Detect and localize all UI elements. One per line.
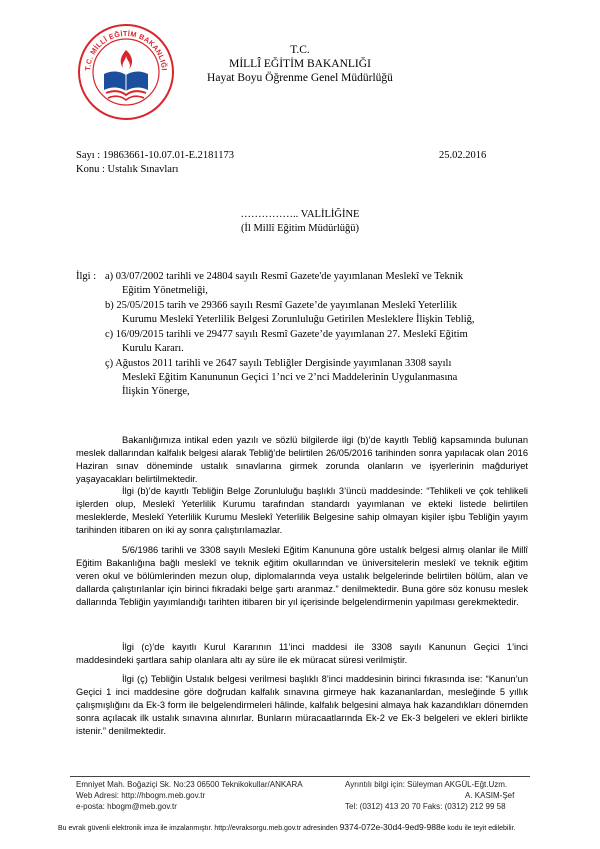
footer-phone: Tel: (0312) 413 20 70 Faks: (0312) 212 99 58 — [345, 802, 506, 811]
verification-note — [58, 822, 558, 832]
footer-divider — [70, 776, 530, 777]
document-number: Sayı : 19863661-10.07.01-E.2181173 — [76, 150, 234, 161]
body-paragraph-2: İlgi (b)’de kayıtlı Tebliğin Belge Zorunluluğu başlıklı 3’üncü maddesinde: “Tehlikeli ve çok tehlikeli işlerden olup, Meslekî Yeterlilik Kurumu tarafından standardı yayımlanan ve ekteki listede belirtilen mesleklerde, Meslekî Yeterlilik Kurumu Meslekî Yeterlilik Belgesine sahip olmayan kişiler işbu Tebliğin yayım tarihinden itibaren on iki ay sonra çalıştırılamazlar. — [76, 486, 528, 535]
reference-b-line2: Kurumu Meslekî Yeterlilik Belgesi Zorunluluğu Getirilen Mesleklere İlişkin Tebliğ, — [122, 314, 475, 325]
reference-a-line2: Eğitim Yönetmeliği, — [122, 285, 208, 296]
reference-cc-line1: ç) Ağustos 2011 tarihli ve 2647 sayılı Tebliğler Dergisinde yayımlanan 3308 sayılı — [105, 358, 452, 369]
reference-a-line1: a) 03/07/2002 tarihli ve 24804 sayılı Resmî Gazete'de yayımlanan Meslekî ve Teknik — [105, 271, 464, 282]
footer-address: Emniyet Mah. Boğaziçi Sk. No:23 06500 Teknikokullar/ANKARA — [76, 780, 303, 789]
verification-prefix: Bu evrak güvenli elektronik imza ile imzalanmıştır. http://evraksorgu.meb.gov.tr adresinden — [58, 825, 338, 832]
verification-code: 9374-072e-30d4-9ed9-988e — [339, 822, 446, 832]
addressee-line1: …………….. VALİLİĞİNE — [240, 209, 360, 220]
header-ministry: MİLLÎ EĞİTİM BAKANLIĞI — [229, 58, 371, 70]
header-country: T.C. — [290, 44, 310, 56]
logo-text: T.C. MİLLÎ EĞİTİM BAKANLIĞI — [82, 28, 169, 72]
references-prefix: İlgi : — [76, 271, 97, 282]
footer-web: Web Adresi: http://hbogm.meb.gov.tr — [76, 791, 206, 800]
footer-contact-chief: A. KASIM-Şef — [465, 791, 515, 800]
body-paragraph-4: İlgi (c)’de kayıtlı Kurul Kararının 11’inci maddesi ile 3308 sayılı Kanunun Geçici 1’inci maddesindeki şartlara sahip olanlara altı ay süre ile ek müracat süresi verilmiştir. — [76, 642, 528, 665]
reference-cc-line2: Meslekî Eğitim Kanununun Geçici 1’nci ve 2’nci Maddelerinin Uygulanmasına — [122, 372, 458, 383]
footer-contact-info: Ayrıntılı bilgi için: Süleyman AKGÜL-Eğt.Uzm. — [345, 780, 508, 789]
body-paragraph-1: Bakanlığımıza intikal eden yazılı ve sözlü bilgilerde ilgi (b)’de kayıtlı Tebliğ kapsamında bulunan meslek dallarından kalfalık belgesi alarak Tebliğ’de belirtilen 26/05/2016 tarihinden sonra yapılacak olan 2016 Haziran sınav döneminde ustalık sınavlarına girmek zorunda olanların ve işyerlerinin mağduriyet yaşayacakları belirtilmektedir. — [76, 435, 528, 484]
body-paragraph-3: 5/6/1986 tarihli ve 3308 sayılı Mesleki Eğitim Kanununa göre ustalık belgesi almış olanlar ile Millî Eğitim Bakanlığına bağlı meslekî ve teknik eğitim okullarından ve üniversitelerin meslekî ve teknik eğitim veren okul ve bölümlerinden mezun olup, diplomalarında veya ustalık belgelerinde belirtilen bölüm, alan ve dallarda çalıştırılanlar için birinci fıkradaki belge şartı aranmaz.” denilmektedir. Buna göre söz konusu meslek dallarında Tebliğin yayımlandığı tarihten itibaren bir yıl içerisinde belgelendirmenin yapılması gerekmektedir. — [76, 545, 528, 607]
reference-c-line2: Kurulu Kararı. — [122, 343, 184, 354]
reference-b-line1: b) 25/05/2015 tarih ve 29366 sayılı Resmî Gazete’de yayımlanan Meslekî Yeterlilik — [105, 300, 457, 311]
document-subject: Konu : Ustalık Sınavları — [76, 164, 179, 175]
footer-email: e-posta: hbogm@meb.gov.tr — [76, 802, 177, 811]
document-date: 25.02.2016 — [439, 150, 487, 161]
verification-suffix: kodu ile teyit edilebilir. — [447, 825, 516, 832]
body-paragraph-5: İlgi (ç) Tebliğin Ustalık belgesi verilmesi başlıklı 8’inci maddesinin birinci fıkrasında ise: “Kanun’un Geçici 1 inci maddesine göre doğrudan kalfalık sınavına girmeye hak kazananlardan, mesleğinde 5 yıllık çalışmışlığını da Ek-3 form ile belgelendirmeleri hâlinde, kalfalık belgesini almaya hak kazandıkları dönemden sonra açılacak ilk ustalık sınavına alınırlar. Bunların müracaatlarında Ek-2 ve Ek-3 belgeleri ve ekleri birlikte istenir.” denilmektedir. — [76, 674, 528, 736]
reference-cc-line3: İlişkin Yönerge, — [122, 386, 190, 397]
reference-c-line1: c) 16/09/2015 tarihli ve 29477 sayılı Resmî Gazete’de yayımlanan 27. Meslekî Eğitim — [105, 329, 468, 340]
addressee-line2: (İl Millî Eğitim Müdürlüğü) — [240, 223, 360, 234]
header-directorate: Hayat Boyu Öğrenme Genel Müdürlüğü — [207, 72, 393, 84]
